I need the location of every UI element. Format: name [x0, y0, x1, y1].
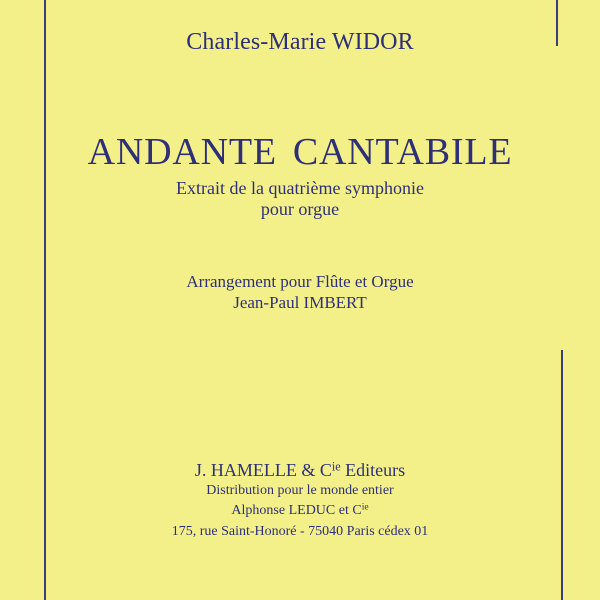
subtitle-line-2: pour orgue: [260, 199, 340, 219]
distribution-text: Distribution pour le monde entier: [206, 483, 394, 498]
subtitle-line-1: Extrait de la quatrième symphonie: [176, 178, 424, 198]
distributor-name: [0, 504, 600, 518]
publisher-superscript: ie: [331, 459, 341, 474]
title-part-1: ANDANTE: [87, 131, 277, 173]
publisher-main-text: J. HAMELLE & C: [194, 460, 332, 480]
distributor-main-text: Alphonse LEDUC et C: [231, 503, 362, 518]
publisher-name: [0, 461, 600, 479]
distributor-superscript: ie: [361, 502, 369, 513]
publisher-end-text: Editeurs: [340, 460, 406, 480]
arranger-name: Jean-Paul IMBERT: [233, 293, 367, 312]
composer-name: Charles-Marie WIDOR: [186, 29, 414, 55]
arrangement-text: Arrangement pour Flûte et Orgue: [186, 272, 414, 291]
title-part-2: CANTABILE: [292, 131, 513, 173]
publisher-address: 175, rue Saint-Honoré - 75040 Paris cédex 01: [171, 524, 429, 539]
piece-title: [0, 133, 600, 171]
